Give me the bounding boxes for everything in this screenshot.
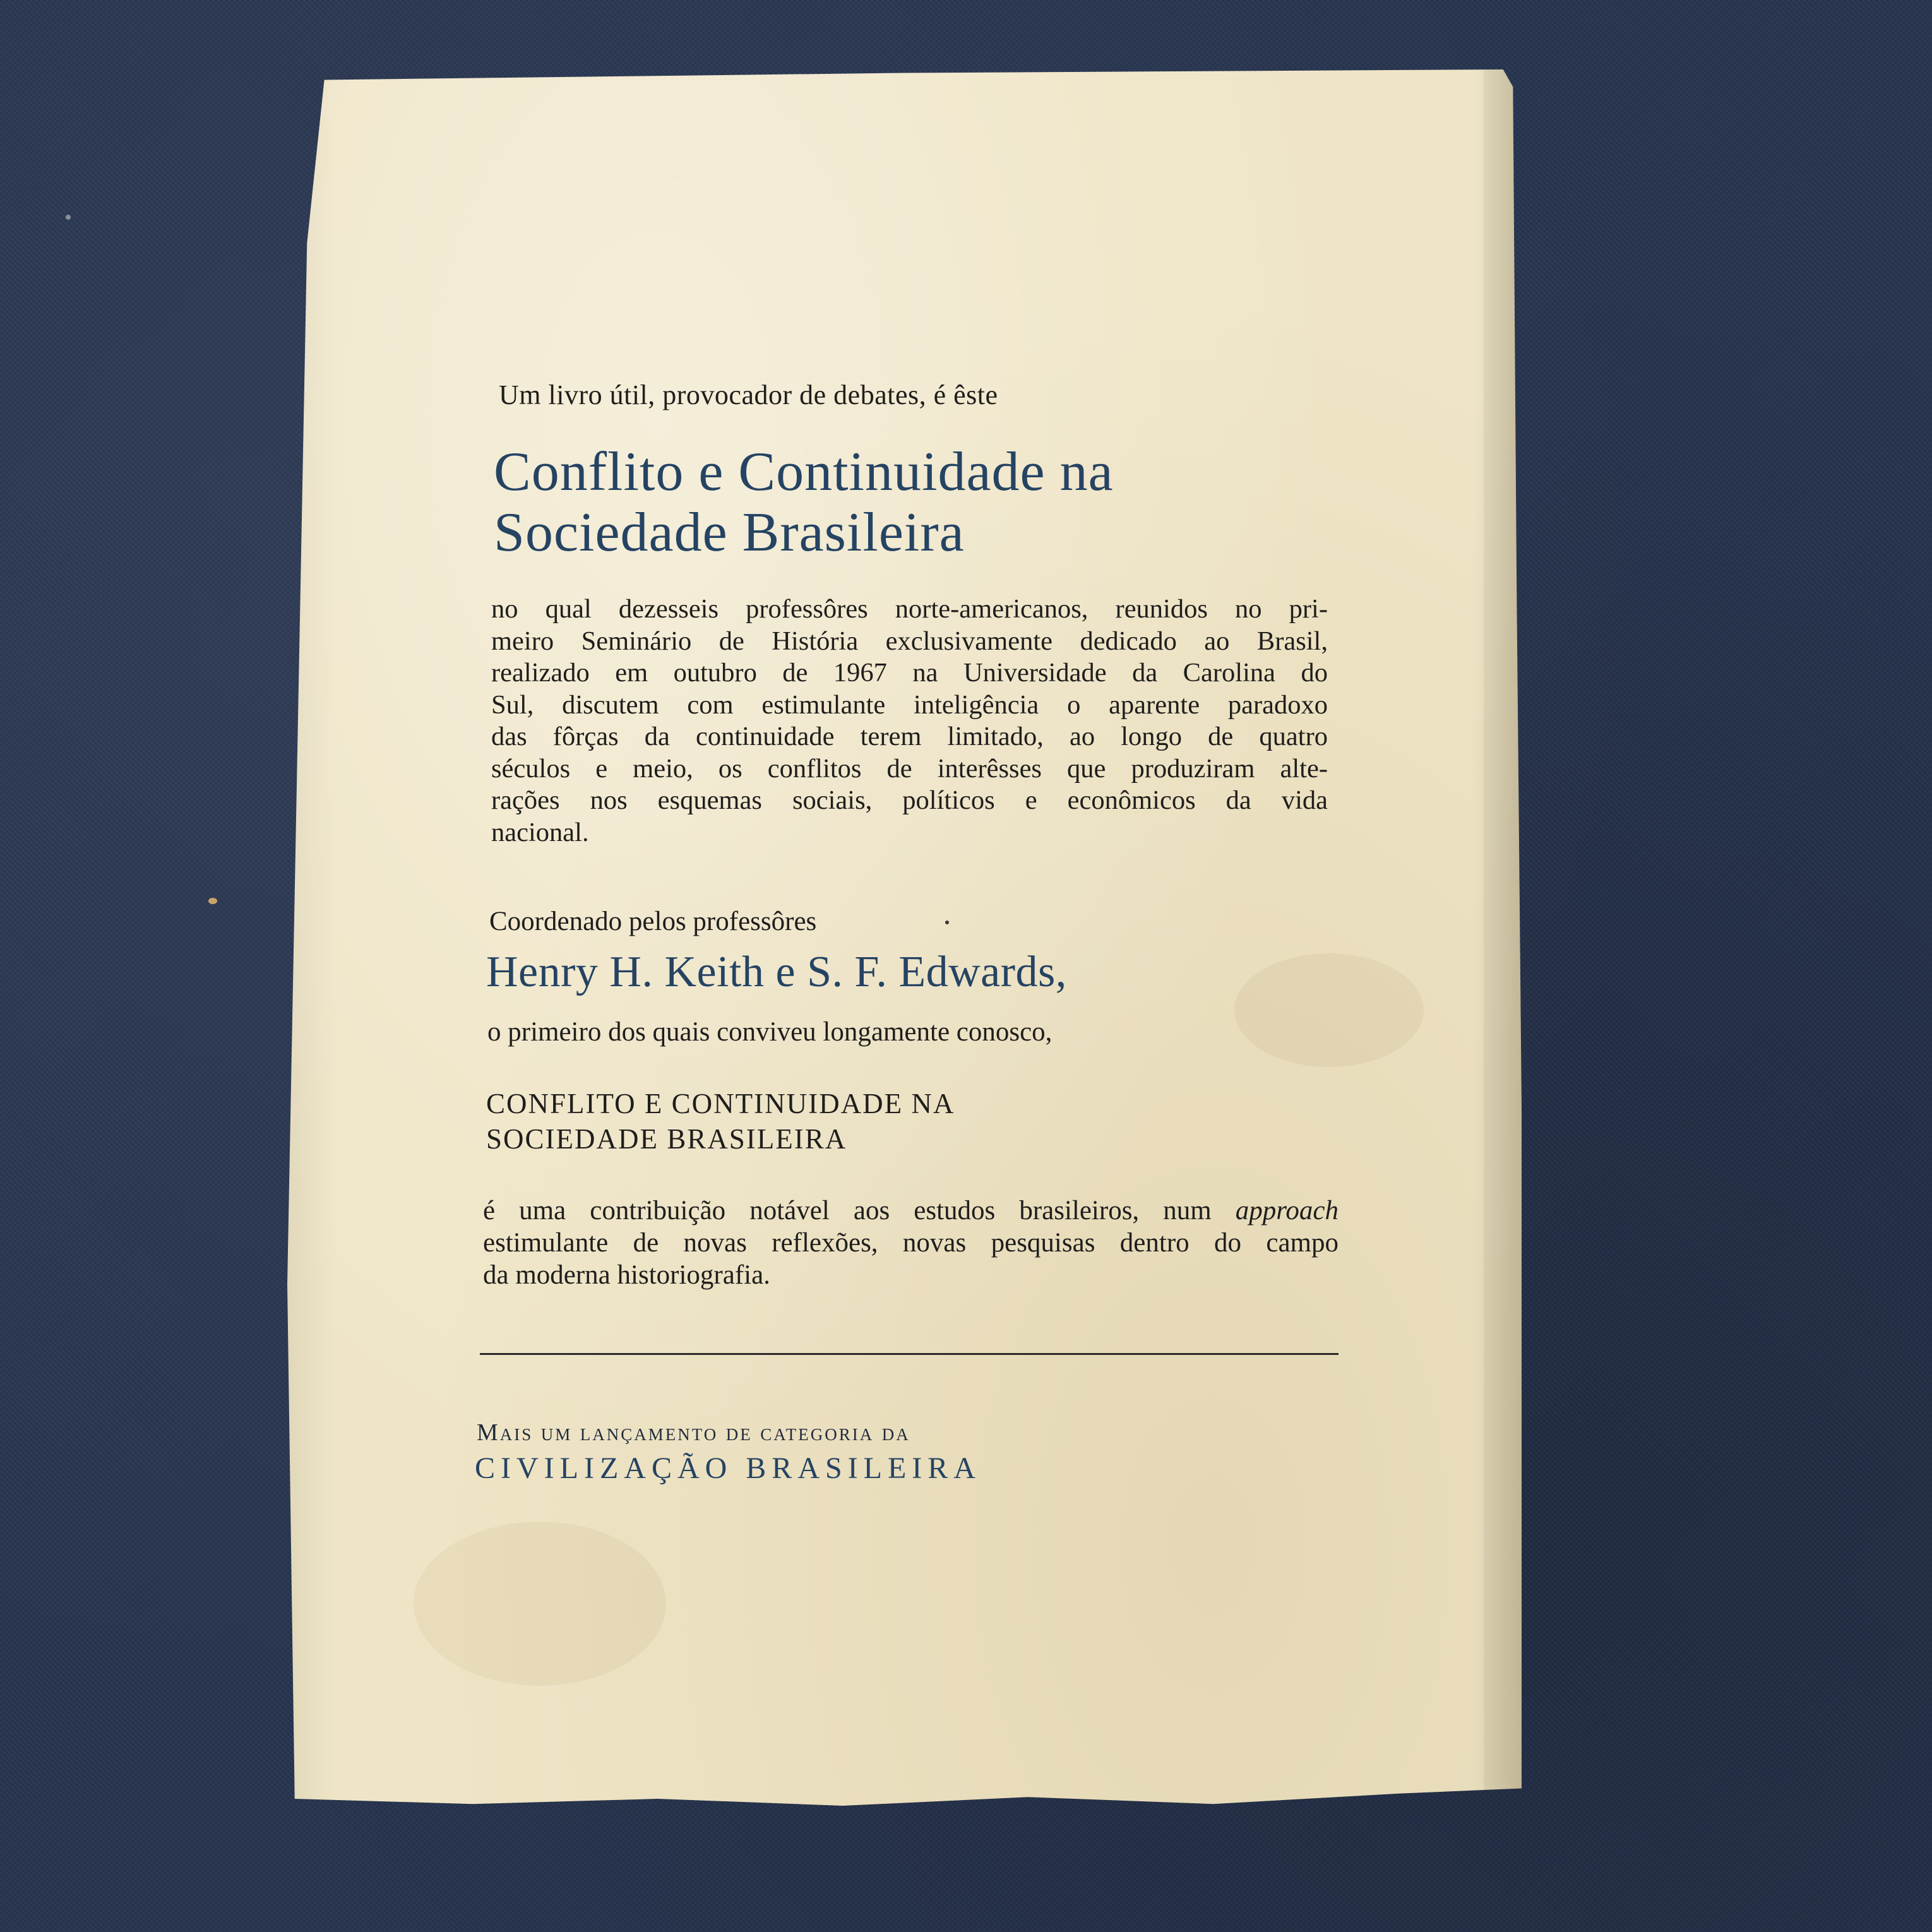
description-line: meiro Seminário de História exclusivamente dedicado ao Brasil, xyxy=(491,626,1328,656)
description-line: séculos e meio, os conflitos de interêsses que produziram alte- xyxy=(491,753,1328,784)
description-line: realizado em outubro de 1967 na Universidade da Carolina do xyxy=(491,658,1328,688)
closing-line-1-text: é uma contribuição notável aos estudos brasileiros, num xyxy=(483,1196,1236,1225)
publisher-name: CIVILIZAÇÃO BRASILEIRA xyxy=(475,1452,981,1485)
coordinated-by-label: Coordenado pelos professôres xyxy=(489,907,817,936)
book-title xyxy=(494,442,1114,563)
closing-line: da moderna historiografia. xyxy=(483,1260,770,1290)
caps-title-line-1: CONFLITO E CONTINUIDADE NA xyxy=(486,1088,955,1119)
publisher-tagline: Mais um lançamento de categoria da xyxy=(477,1419,910,1446)
cloth-speck xyxy=(208,898,217,904)
description-line: no qual dezesseis professôres norte-americanos, reunidos no pri- xyxy=(491,594,1328,624)
authors-name: Henry H. Keith e S. F. Edwards, xyxy=(486,948,1067,996)
book-title-line-2: Sociedade Brasileira xyxy=(494,502,965,563)
description-line: nacional. xyxy=(491,817,589,847)
paper-stain xyxy=(414,1522,666,1686)
caps-title xyxy=(486,1086,955,1157)
description-paragraph xyxy=(491,593,1328,849)
ink-speck xyxy=(945,921,949,924)
caps-title-line-2: SOCIEDADE BRASILEIRA xyxy=(486,1123,847,1155)
cloth-speck xyxy=(66,215,71,220)
description-line: Sul, discutem com estimulante inteligência o aparente paradoxo xyxy=(491,689,1328,720)
closing-line xyxy=(483,1195,1339,1227)
intro-text: Um livro útil, provocador de debates, é êste xyxy=(499,379,998,410)
approach-italic: approach xyxy=(1235,1196,1339,1225)
description-line: das fôrças da continuidade terem limitado, ao longo de quatro xyxy=(491,722,1328,751)
description-line: rações nos esquemas sociais, políticos e econômicos da vida xyxy=(491,785,1328,815)
closing-paragraph xyxy=(483,1195,1339,1291)
book-back-cover xyxy=(287,69,1522,1806)
paper-stain xyxy=(1234,953,1424,1067)
closing-line: estimulante de novas reflexões, novas pesquisas dentro do campo xyxy=(483,1228,1339,1258)
first-author-note: o primeiro dos quais conviveu longamente conosco, xyxy=(487,1017,1052,1047)
book-title-line-1: Conflito e Continuidade na xyxy=(494,441,1114,503)
page-edge xyxy=(1484,69,1522,1806)
divider-rule xyxy=(480,1353,1339,1355)
